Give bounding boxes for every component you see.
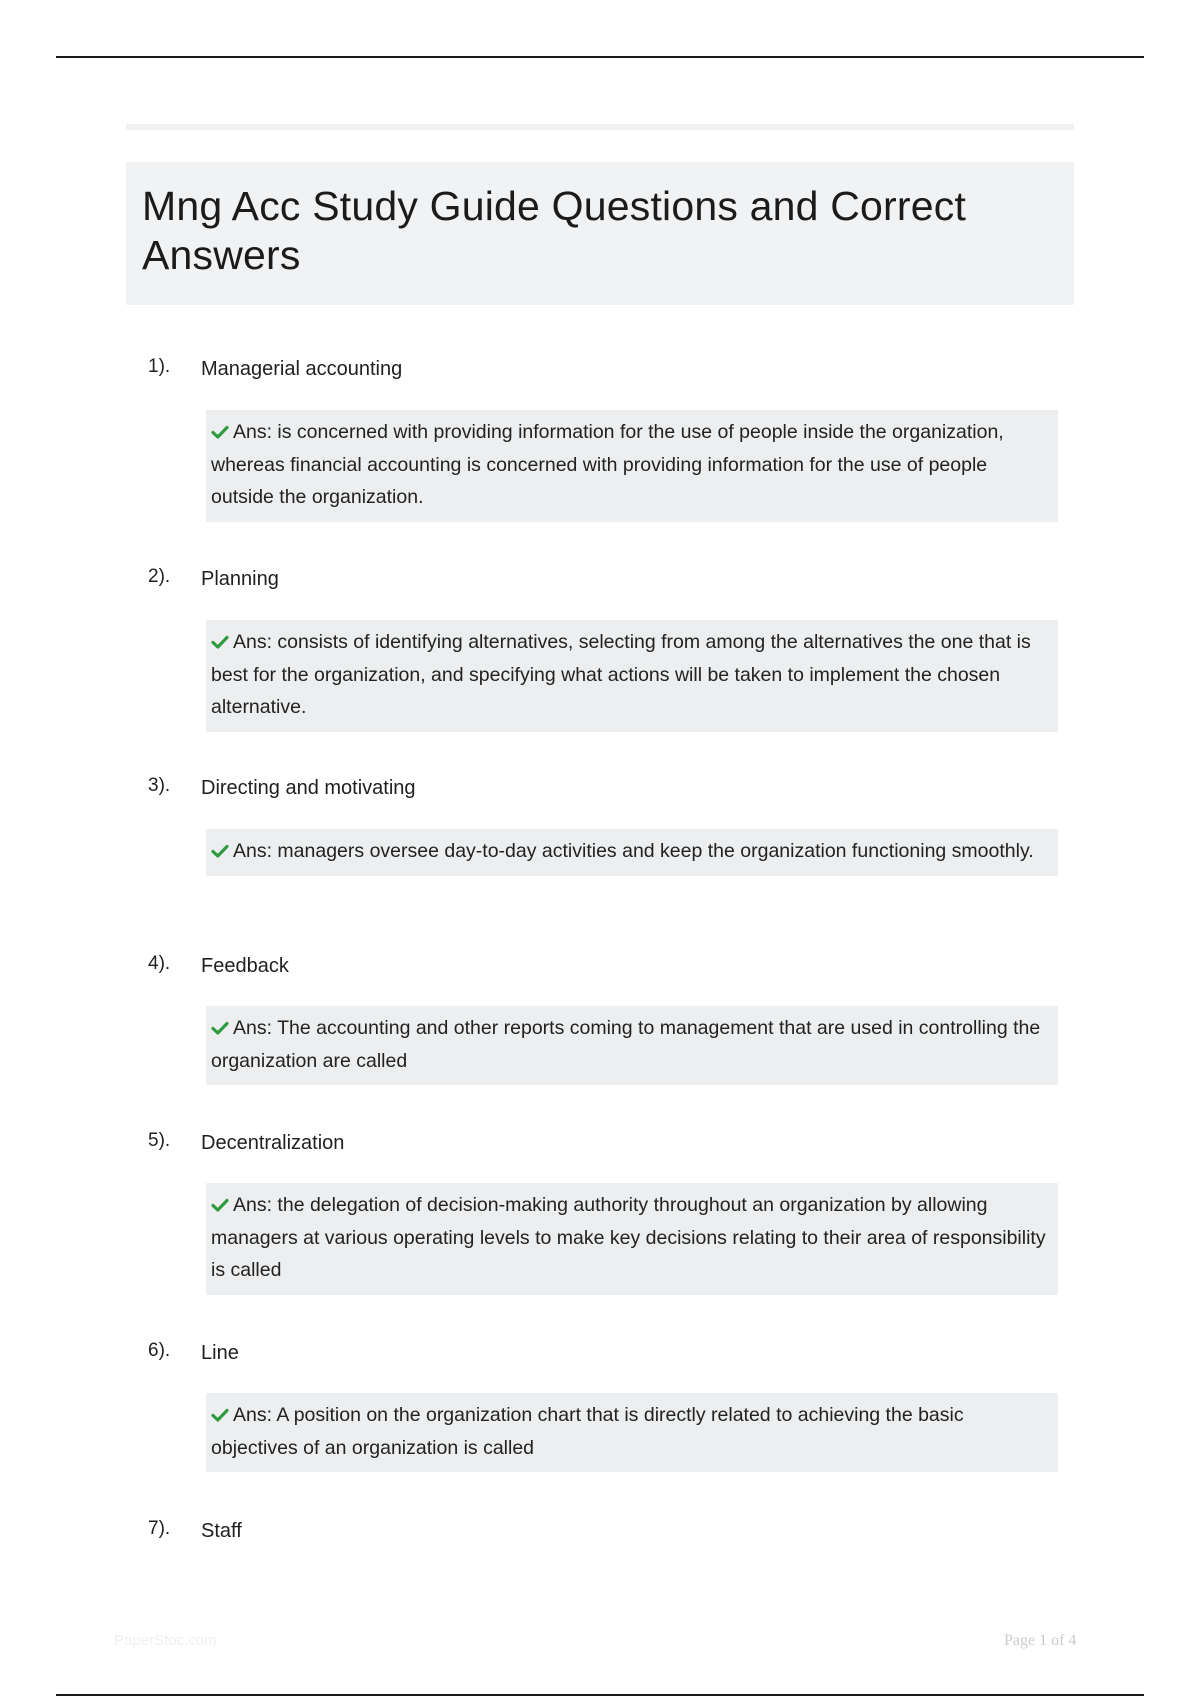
question-term: Line bbox=[201, 1342, 239, 1364]
question-term: Planning bbox=[201, 568, 279, 590]
answer-box bbox=[206, 1393, 1058, 1472]
question-number: 7). bbox=[148, 1518, 171, 1539]
title-banner bbox=[126, 162, 1074, 305]
header-divider bbox=[126, 124, 1074, 130]
answer-text: Ans: managers oversee day-to-day activities and keep the organization functioning smoothly. bbox=[233, 840, 1034, 862]
check-icon bbox=[211, 1021, 229, 1035]
answer-text: Ans: A position on the organization chart that is directly related to achieving the basic objectives of an organization is called bbox=[211, 1404, 964, 1459]
check-icon bbox=[211, 425, 229, 439]
question-term: Directing and motivating bbox=[201, 777, 416, 799]
answer-box bbox=[206, 620, 1058, 732]
answer-box bbox=[206, 1006, 1058, 1085]
question-number: 2). bbox=[148, 566, 171, 587]
question-number: 4). bbox=[148, 953, 171, 974]
page-number: Page 1 of 4 bbox=[1004, 1632, 1077, 1649]
question-number: 3). bbox=[148, 775, 171, 796]
top-rule bbox=[56, 56, 1144, 58]
answer-box bbox=[206, 410, 1058, 522]
answer-text: Ans: The accounting and other reports coming to management that are used in controlling the organization are called bbox=[211, 1017, 1041, 1072]
check-icon bbox=[211, 1408, 229, 1422]
answer-box bbox=[206, 829, 1058, 876]
answer-text: Ans: the delegation of decision-making authority throughout an organization by allowing managers at various operating levels to make key decisions relating to their area of responsibility is called bbox=[211, 1194, 1046, 1281]
bottom-rule bbox=[56, 1694, 1144, 1696]
question-term: Feedback bbox=[201, 955, 289, 977]
check-icon bbox=[211, 844, 229, 858]
answer-box bbox=[206, 1183, 1058, 1295]
answer-text: Ans: consists of identifying alternatives, selecting from among the alternatives the one that is best for the organization, and specifying what actions will be taken to implement the chosen alternative. bbox=[211, 631, 1031, 718]
check-icon bbox=[211, 635, 229, 649]
watermark: PaperStoc.com bbox=[114, 1632, 217, 1649]
answer-text: Ans: is concerned with providing information for the use of people inside the organization, whereas financial accounting is concerned with providing information for the use of people outside the organization. bbox=[211, 421, 1004, 508]
check-icon bbox=[211, 1198, 229, 1212]
question-term: Managerial accounting bbox=[201, 358, 403, 380]
question-term: Staff bbox=[201, 1520, 242, 1542]
question-number: 6). bbox=[148, 1340, 171, 1361]
question-number: 1). bbox=[148, 356, 171, 377]
question-term: Decentralization bbox=[201, 1132, 345, 1154]
question-number: 5). bbox=[148, 1130, 171, 1151]
page-title: Mng Acc Study Guide Questions and Correct Answers bbox=[142, 183, 967, 278]
